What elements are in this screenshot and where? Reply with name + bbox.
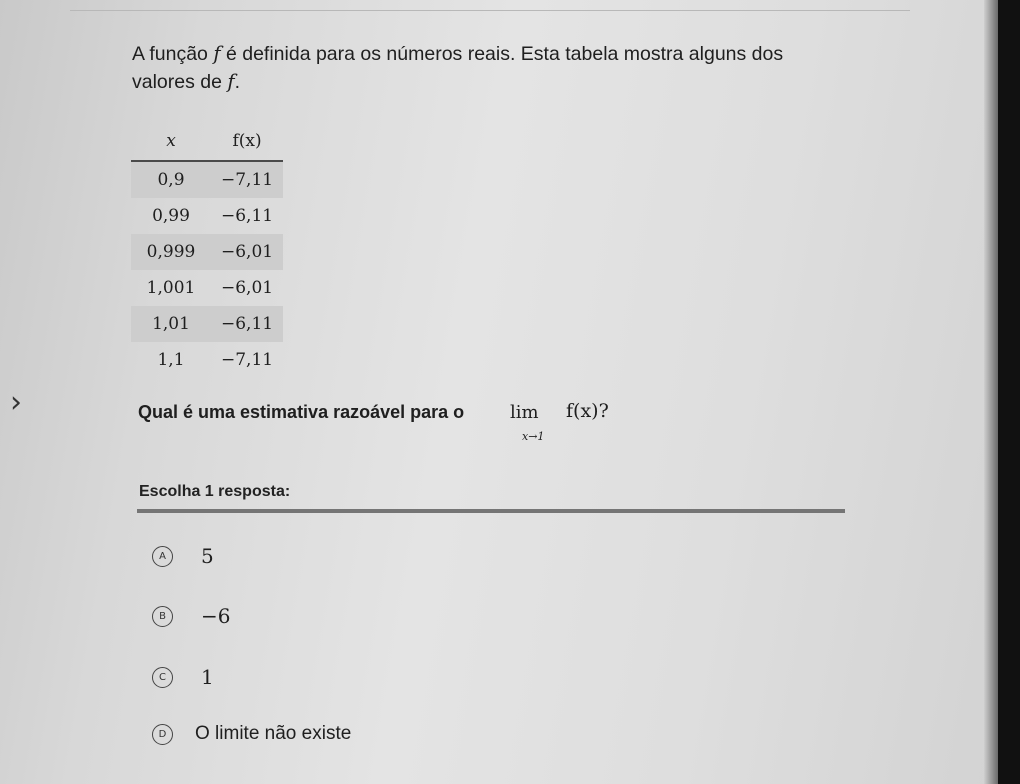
table-header-row	[131, 128, 283, 161]
table-row	[131, 198, 283, 234]
function-symbol: f	[213, 42, 221, 65]
limit-function: f(x)?	[566, 400, 609, 422]
screen-bezel	[998, 0, 1020, 784]
table-row	[131, 306, 283, 342]
intro-suffix: é definida para os números reais. Esta tabela mostra alguns dos	[225, 43, 784, 65]
cell-x: 1,01	[131, 306, 211, 342]
option-letter-b: B	[152, 606, 173, 627]
option-letter-c: C	[152, 667, 173, 688]
cell-x: 0,9	[131, 161, 211, 198]
cell-x: 1,1	[157, 350, 185, 370]
option-text: −6	[201, 604, 231, 628]
cell-fx: −6,01	[211, 234, 283, 270]
option-a[interactable]	[152, 539, 214, 573]
limit-subscript: x→1	[522, 430, 545, 443]
values-table	[131, 128, 283, 378]
cell-x: 0,99	[152, 206, 190, 226]
table-row	[131, 234, 283, 270]
header-x: x	[131, 128, 211, 161]
problem-statement	[132, 40, 872, 96]
option-text: 1	[201, 665, 214, 689]
screen-edge-shade	[984, 0, 998, 784]
limit-question: Qual é uma estimativa razoável para o	[138, 402, 465, 422]
top-border	[70, 10, 910, 11]
cell-x: 0,999	[131, 234, 211, 270]
table-row	[131, 161, 283, 198]
divider	[137, 509, 845, 513]
function-symbol-2: f	[227, 70, 235, 93]
cell-fx: −7,11	[221, 350, 274, 370]
option-letter-a: A	[152, 546, 173, 567]
limit-operator: lim	[510, 402, 539, 423]
table-row	[131, 270, 283, 306]
header-fx: f(x)	[211, 128, 283, 161]
choose-label: Escolha 1 resposta:	[139, 483, 291, 500]
cell-fx: −6,11	[221, 206, 274, 226]
option-d[interactable]	[152, 717, 351, 751]
option-text: O limite não existe	[195, 723, 352, 744]
intro-line2-prefix: valores de	[132, 71, 222, 93]
option-text: 5	[201, 544, 214, 568]
option-letter-d: D	[152, 724, 173, 745]
table-row	[131, 342, 283, 378]
intro-line2-end: .	[234, 71, 241, 93]
option-c[interactable]	[152, 660, 214, 694]
cell-fx: −6,11	[211, 306, 283, 342]
cell-x: 1,001	[146, 278, 196, 298]
expand-arrow-icon[interactable]: ›	[10, 385, 22, 420]
cell-fx: −6,01	[221, 278, 274, 298]
option-b[interactable]	[152, 599, 230, 633]
cell-fx: −7,11	[211, 161, 283, 198]
intro-prefix: A função	[132, 43, 208, 65]
